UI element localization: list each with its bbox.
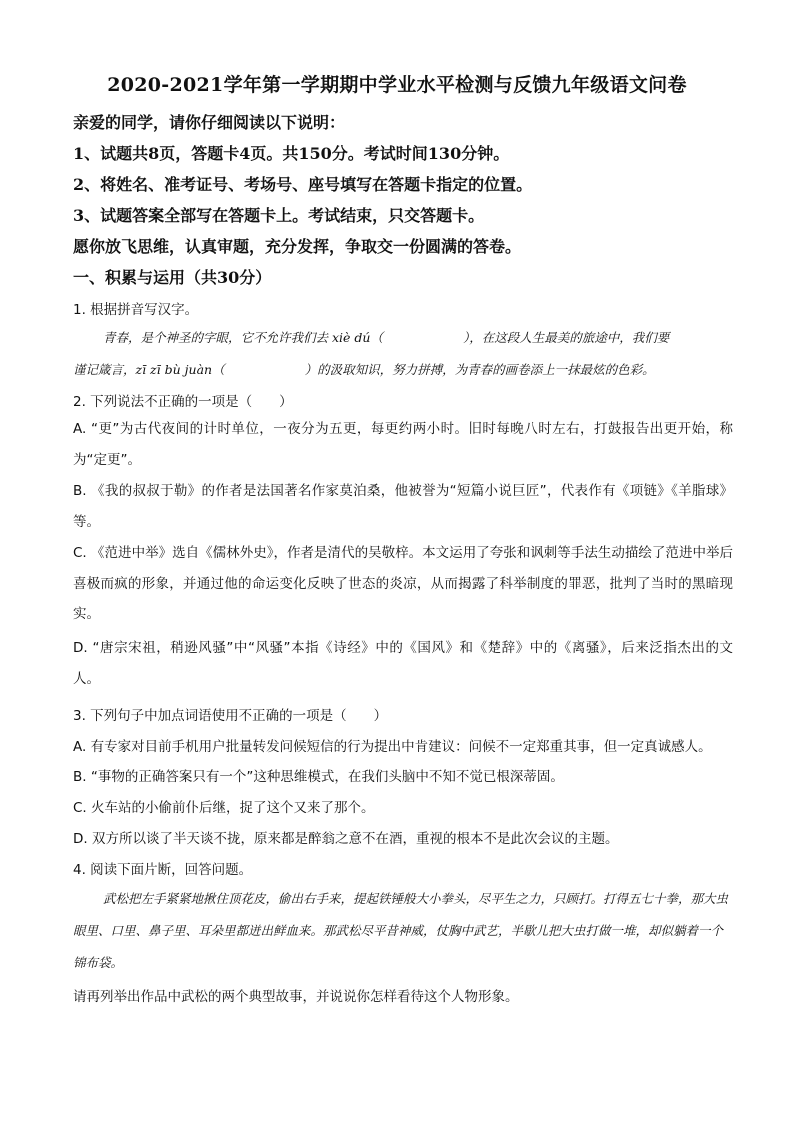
q2-stem: 2. 下列说法不正确的一项是（ ） <box>73 394 293 410</box>
section-heading: 一、积累与运用（共30分） <box>73 268 272 287</box>
q4-stem: 4. 阅读下面片断，回答问题。 <box>73 862 253 878</box>
instructions-wish: 愿你放飞思维，认真审题，充分发挥，争取交一份圆满的答卷。 <box>73 237 522 256</box>
q1-passage-line2-a: 谨记箴言，zī zī bù juàn（ <box>73 362 225 377</box>
q1-passage-line1 <box>103 328 669 346</box>
q2-option-d: D. “唐宗宋祖，稍逊风骚”中“风骚”本指《诗经》中的《国风》和《楚辞》中的《离骚》，后来泛指杰出的文人。 <box>73 640 733 687</box>
q4-question: 请再列举出作品中武松的两个典型故事，并说说你怎样看待这个人物形象。 <box>73 989 519 1005</box>
q3-option-b: B. “事物的正确答案只有一个”这种思维模式，在我们头脑中不知不觉已根深蒂固。 <box>73 769 564 785</box>
instruction-item-1: 1、试题共8页，答题卡4页。共150分。考试时间130分钟。 <box>73 144 510 163</box>
q1-passage-line2 <box>73 360 655 378</box>
q1-stem: 1. 根据拼音写汉字。 <box>73 302 199 318</box>
q1-passage-line1-b: ），在这段人生最美的旅途中，我们要 <box>462 330 670 345</box>
q4-passage: 武松把左手紧紧地揪住顶花皮，偷出右手来，提起铁锤般大小拳头，尽平生之力，只顾打。打得五七十拳，那大虫眼里、口里、鼻子里、耳朵里都迸出鲜血来。那武松尽平昔神威，仗胸中武艺，半歇儿把大虫打做一堆，却似躺着一个锦布袋。 <box>73 891 729 970</box>
q1-passage-line2-b: ）的汲取知识，努力拼搏，为青春的画卷添上一抹最炫的色彩。 <box>304 362 655 377</box>
q1-passage-line1-a: 青春，是个神圣的字眼，它不允许我们去 xiè dú（ <box>103 330 383 345</box>
q2-option-c: C. 《范进中举》选自《儒林外史》，作者是清代的吴敬梓。本文运用了夸张和讽刺等手法生动描绘了范进中举后喜极而疯的形象，并通过他的命运变化反映了世态的炎凉，从而揭露了科举制度的罪恶，批判了当时的黑暗现实。 <box>73 545 733 622</box>
q3-stem: 3. 下列句子中加点词语使用不正确的一项是（ ） <box>73 708 388 724</box>
instructions-heading: 亲爱的同学，请你仔细阅读以下说明： <box>73 113 346 132</box>
q2-option-a: A. “更”为古代夜间的计时单位，一夜分为五更，每更约两小时。旧时每晚八时左右，打鼓报告出更开始，称为“定更”。 <box>73 421 733 468</box>
q3-option-a: A. 有专家对目前手机用户批量转发问候短信的行为提出中肯建议：问候不一定郑重其事，但一定真诚感人。 <box>73 739 712 755</box>
instruction-item-3: 3、试题答案全部写在答题卡上。考试结束，只交答题卡。 <box>73 206 485 225</box>
q2-option-b: B. 《我的叔叔于勒》的作者是法国著名作家莫泊桑，他被誉为“短篇小说巨匠”，代表作有《项链》《羊脂球》等。 <box>73 483 733 530</box>
page-title: 2020-2021学年第一学期期中学业水平检测与反馈九年级语文问卷 <box>107 74 687 96</box>
q3-option-c: C. 火车站的小偷前仆后继，捉了这个又来了那个。 <box>73 800 375 816</box>
instruction-item-2: 2、将姓名、准考证号、考场号、座号填写在答题卡指定的位置。 <box>73 175 533 194</box>
q3-option-d: D. 双方所以谈了半天谈不拢，原来都是醉翁之意不在酒，重视的根本不是此次会议的主题。 <box>73 831 619 847</box>
